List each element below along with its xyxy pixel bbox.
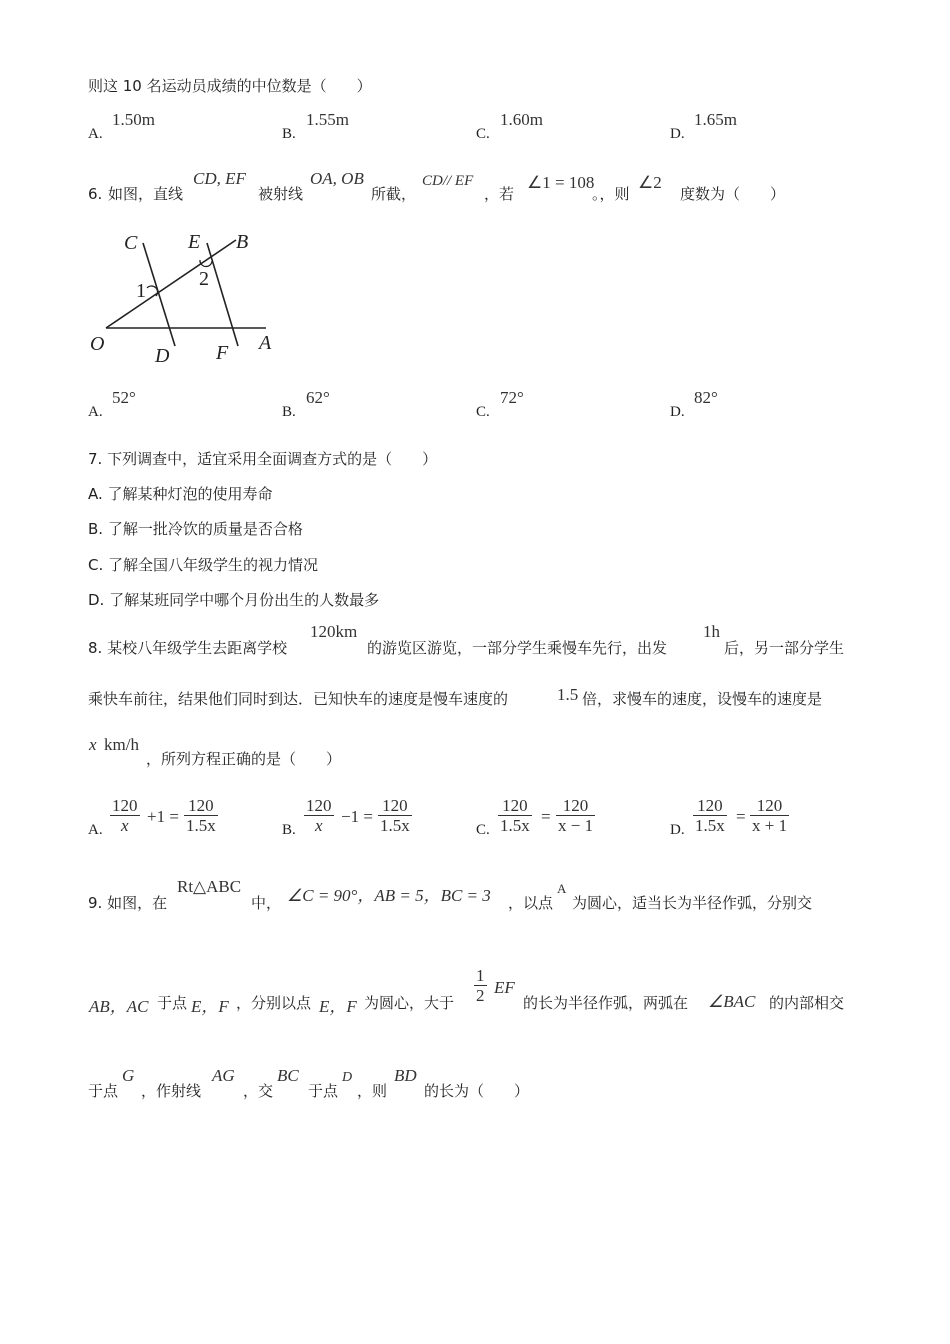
label-f: F xyxy=(216,342,229,364)
numerator: 120 xyxy=(382,796,408,815)
q6-math-oa-ob: OA, OB xyxy=(310,169,364,188)
q8-option-d-operator: = xyxy=(736,807,746,826)
q9-text-12: ，交 xyxy=(243,1082,274,1100)
q6-option-a-value: 52° xyxy=(112,388,136,407)
q9-math-angle-bac: ∠BAC xyxy=(708,992,756,1011)
q6-option-d-letter: D. xyxy=(670,404,685,420)
q8-math-ratio: 1.5 xyxy=(557,685,579,704)
q9-math-conditions: ∠C = 90°，AB = 5，BC = 3 xyxy=(287,886,491,905)
q8-option-a-letter: A. xyxy=(88,822,103,838)
q8-text-2: 的游览区游览，一部分学生乘慢车先行，出发 xyxy=(367,639,668,657)
q5-option-a-value: 1.50m xyxy=(112,110,155,129)
q8-option-a-operator: +1 = xyxy=(147,807,179,826)
q8-option-a-right-fraction xyxy=(184,796,218,835)
line-cd xyxy=(143,243,175,346)
q9-text-11: ，作射线 xyxy=(141,1082,202,1100)
q8-option-b-left-fraction xyxy=(304,796,334,835)
q9-text-5: 于点 xyxy=(157,994,188,1012)
q9-math-ab-ac: AB，AC xyxy=(89,997,149,1016)
q5-option-c-value: 1.60m xyxy=(500,110,543,129)
q6-text-2: 被射线 xyxy=(258,185,304,203)
q8-text-6: ，所列方程正确的是（ ） xyxy=(146,750,342,768)
denominator: x xyxy=(120,816,129,835)
q9-text-13: 于点 xyxy=(308,1082,339,1100)
numerator: 120 xyxy=(502,796,528,815)
q8-option-a-left-fraction xyxy=(110,796,140,835)
q6-option-c-letter: C. xyxy=(476,404,490,420)
q6-option-b-value: 62° xyxy=(306,388,330,407)
q8-option-c-letter: C. xyxy=(476,822,490,838)
q7-stem: 7. 下列调查中，适宜采用全面调查方式的是（ ） xyxy=(88,450,438,468)
q8-option-b-right-fraction xyxy=(378,796,412,835)
q6-option-d-value: 82° xyxy=(694,388,718,407)
q6-text-4: ，若 xyxy=(484,185,515,203)
numerator: 120 xyxy=(112,796,138,815)
q6-option-a-letter: A. xyxy=(88,404,103,420)
q6-math-parallel: CD// EF xyxy=(422,173,474,189)
q5-option-c-letter: C. xyxy=(476,126,490,142)
q6-text-6: 度数为（ ） xyxy=(680,185,786,203)
q6-math-angle2: ∠2 xyxy=(638,173,662,192)
q6-number: 6. xyxy=(88,185,103,203)
q9-math-e-f-1: E，F xyxy=(191,997,229,1016)
q9-math-bc: BC xyxy=(277,1066,299,1085)
q9-math-point-a: A xyxy=(557,881,567,896)
denominator: x xyxy=(314,816,323,835)
q9-math-bd: BD xyxy=(394,1066,417,1085)
q5-stem: 则这 10 名运动员成绩的中位数是（ ） xyxy=(88,77,372,95)
q6-math-cd-ef: CD, EF xyxy=(193,169,246,188)
q8-option-d-left-fraction xyxy=(693,796,727,835)
denominator: x − 1 xyxy=(558,816,594,835)
q6-math-angle1: ∠1 = 108 xyxy=(527,173,595,192)
q8-math-unit: km/h xyxy=(104,735,139,754)
q9-math-ef: EF xyxy=(494,978,515,997)
q9-text-1: 9. 如图，在 xyxy=(88,894,168,912)
q9-text-8: 的长为半径作弧，两弧在 xyxy=(523,994,689,1012)
q9-half-fraction xyxy=(474,966,487,1005)
q5-option-d-value: 1.65m xyxy=(694,110,737,129)
q7-option-b: B. 了解一批冷饮的质量是否合格 xyxy=(88,520,303,538)
q6-option-b-letter: B. xyxy=(282,404,296,420)
label-c: C xyxy=(124,232,138,254)
q8-math-time: 1h xyxy=(703,622,720,641)
q8-text-3: 后，另一部分学生 xyxy=(724,639,845,657)
q8-option-b-letter: B. xyxy=(282,822,296,838)
q8-option-c-right-fraction xyxy=(556,796,595,835)
q9-math-g: G xyxy=(122,1066,135,1085)
label-d: D xyxy=(155,345,170,367)
denominator: 1.5x xyxy=(186,816,216,835)
q9-math-triangle: Rt△ABC xyxy=(177,877,242,896)
q9-math-d: D xyxy=(342,1070,353,1085)
q9-text-10: 于点 xyxy=(88,1082,119,1100)
q9-text-14: ，则 xyxy=(357,1082,388,1100)
numerator: 120 xyxy=(306,796,332,815)
q5-option-b-letter: B. xyxy=(282,126,296,142)
q9-text-15: 的长为（ ） xyxy=(424,1082,530,1100)
label-1: 1 xyxy=(136,280,146,302)
q8-text-1: 8. 某校八年级学生去距离学校 xyxy=(88,639,288,657)
denominator: 1.5x xyxy=(380,816,410,835)
q7-option-a: A. 了解某种灯泡的使用寿命 xyxy=(88,485,273,503)
q8-option-c-operator: = xyxy=(541,807,551,826)
q8-option-d-right-fraction xyxy=(750,796,789,835)
q9-text-6: ，分别以点 xyxy=(236,994,312,1012)
denominator: x + 1 xyxy=(752,816,788,835)
q5-option-a-letter: A. xyxy=(88,126,103,142)
label-o: O xyxy=(90,333,105,355)
q6-text-5: 。，则 xyxy=(592,185,630,203)
numerator: 1 xyxy=(476,966,485,985)
label-b: B xyxy=(236,231,249,253)
q6-geometry-figure xyxy=(86,224,286,372)
line-ef xyxy=(207,243,238,346)
q8-option-d-letter: D. xyxy=(670,822,685,838)
q9-text-7: 为圆心，大于 xyxy=(364,994,455,1012)
numerator: 120 xyxy=(188,796,214,815)
denominator: 1.5x xyxy=(500,816,530,835)
denominator: 1.5x xyxy=(695,816,725,835)
q8-option-c-left-fraction xyxy=(498,796,532,835)
label-a: A xyxy=(259,332,272,354)
q9-text-3: ，以点 xyxy=(508,894,554,912)
denominator: 2 xyxy=(476,986,485,1005)
numerator: 120 xyxy=(756,796,783,815)
q7-option-c: C. 了解全国八年级学生的视力情况 xyxy=(88,556,319,574)
q9-math-e-f-2: E，F xyxy=(319,997,357,1016)
q6-option-c-value: 72° xyxy=(500,388,524,407)
q8-math-variable: x xyxy=(89,735,97,754)
q9-text-9: 的内部相交 xyxy=(769,994,845,1012)
q5-option-b-value: 1.55m xyxy=(306,110,349,129)
q8-option-b-operator: −1 = xyxy=(341,807,373,826)
label-2: 2 xyxy=(199,268,209,290)
label-e: E xyxy=(188,231,201,253)
q7-option-d: D. 了解某班同学中哪个月份出生的人数最多 xyxy=(88,591,380,609)
q6-text-3: 所截， xyxy=(371,185,417,203)
q9-math-ag: AG xyxy=(212,1066,235,1085)
numerator: 120 xyxy=(697,796,723,815)
q6-text-1: 如图，直线 xyxy=(108,185,184,203)
q9-text-4: 为圆心，适当长为半径作弧，分别交 xyxy=(572,894,813,912)
q8-text-4: 乘快车前往，结果他们同时到达．已知快车的速度是慢车速度的 xyxy=(88,690,509,708)
q5-option-d-letter: D. xyxy=(670,126,685,142)
q8-text-5: 倍，求慢车的速度，设慢车的速度是 xyxy=(582,690,823,708)
q8-math-distance: 120km xyxy=(310,622,358,641)
q9-text-2: 中， xyxy=(251,894,282,912)
numerator: 120 xyxy=(562,796,589,815)
